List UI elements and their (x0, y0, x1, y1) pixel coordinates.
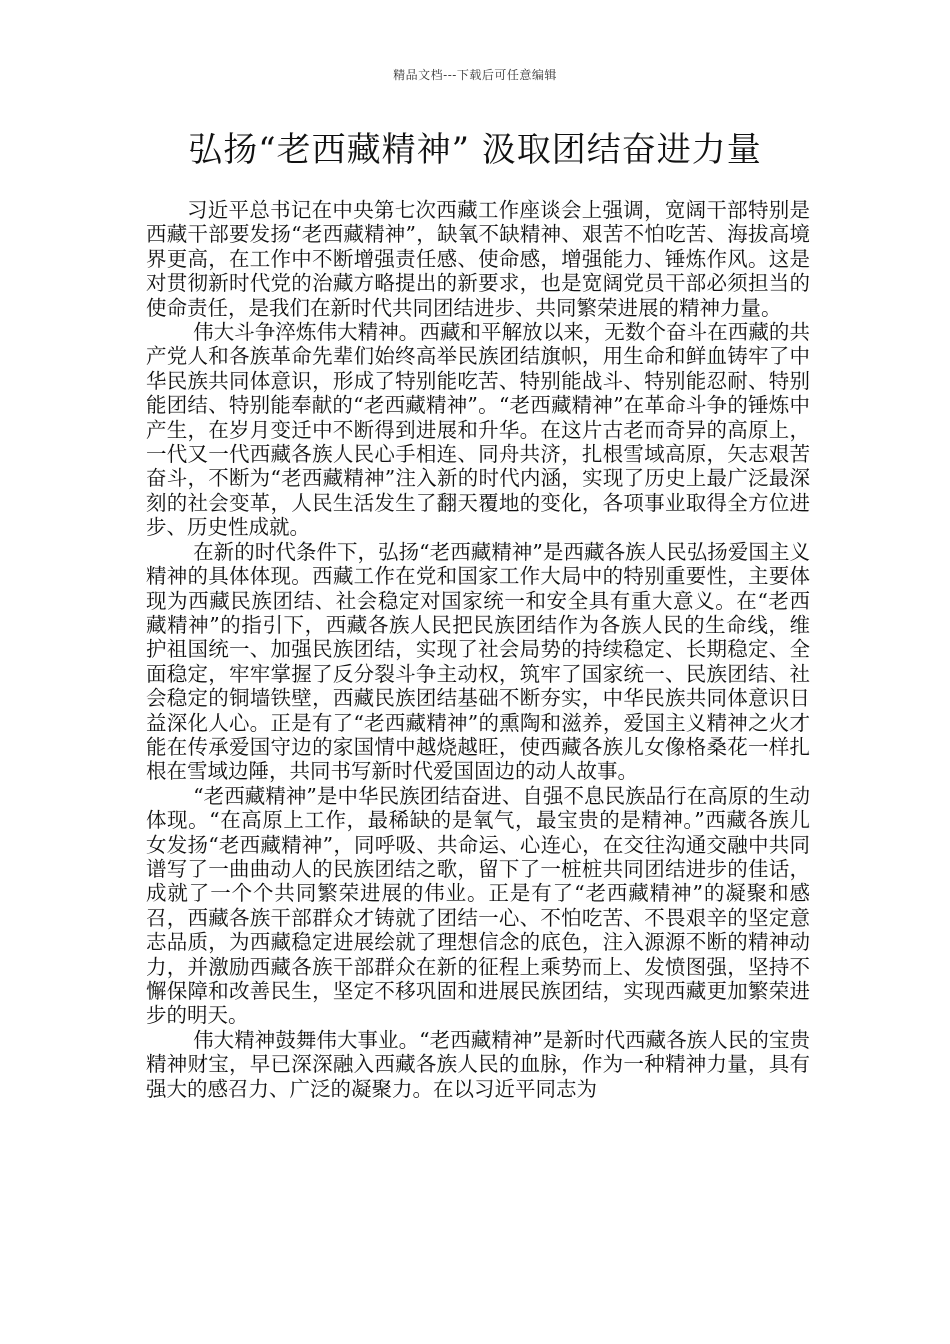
document-body (146, 198, 810, 1101)
header-note: 精品文档---下载后可任意编辑 (393, 68, 557, 82)
paragraph: 伟大精神鼓舞伟大事业。“老西藏精神”是新时代西藏各族人民的宝贵精神财宝，早已深深融入西藏各族人民的血脉，作为一种精神力量，具有强大的感召力、广泛的凝聚力。在以习近平同志为 (146, 1027, 810, 1101)
paragraph: 习近平总书记在中央第七次西藏工作座谈会上强调，宽阔干部特别是西藏干部要发扬“老西藏精神”，缺氧不缺精神、艰苦不怕吃苦、海拔高境界更高，在工作中不断增强责任感、使命感，增强能力、锤炼作风。这是对贯彻新时代党的治藏方略提出的新要求，也是宽阔党员干部必须担当的使命责任，是我们在新时代共同团结进步、共同繁荣进展的精神力量。 (146, 198, 810, 320)
document-title: 弘扬“老西藏精神” 汲取团结奋进力量 (188, 130, 762, 170)
paragraph: 伟大斗争淬炼伟大精神。西藏和平解放以来，无数个奋斗在西藏的共产党人和各族革命先辈们始终高举民族团结旗帜，用生命和鲜血铸牢了中华民族共同体意识，形成了特别能吃苦、特别能战斗、特别能忍耐、特别能团结、特别能奉献的“老西藏精神”。“老西藏精神”在革命斗争的锤炼中产生，在岁月变迁中不断得到进展和升华。在这片古老而奇异的高原上，一代又一代西藏各族人民心手相连、同舟共济，扎根雪域高原，矢志艰苦奋斗，不断为“老西藏精神”注入新的时代内涵，实现了历史上最广泛最深刻的社会变革，人民生活发生了翻天覆地的变化，各项事业取得全方位进步、历史性成就。 (146, 320, 810, 540)
paragraph: 在新的时代条件下，弘扬“老西藏精神”是西藏各族人民弘扬爱国主义精神的具体体现。西藏工作在党和国家工作大局中的特别重要性，主要体现为西藏民族团结、社会稳定对国家统一和安全具有重大意义。在“老西藏精神”的指引下，西藏各族人民把民族团结作为各族人民的生命线，维护祖国统一、加强民族团结，实现了社会局势的持续稳定、长期稳定、全面稳定，牢牢掌握了反分裂斗争主动权，筑牢了国家统一、民族团结、社会稳定的铜墙铁壁，西藏民族团结基础不断夯实，中华民族共同体意识日益深化人心。正是有了“老西藏精神”的熏陶和滋养，爱国主义精神之火才能在传承爱国守边的家国情中越烧越旺，使西藏各族儿女像格桑花一样扎根在雪域边陲，共同书写新时代爱国固边的动人故事。 (146, 539, 810, 784)
paragraph: “老西藏精神”是中华民族团结奋进、自强不息民族品行在高原的生动体现。“在高原上工作，最稀缺的是氧气，最宝贵的是精神。”西藏各族儿女发扬“老西藏精神”，同呼吸、共命运、心连心，在交往沟通交融中共同谱写了一曲曲动人的民族团结之歌，留下了一桩桩共同团结进步的佳话，成就了一个个共同繁荣进展的伟业。正是有了“老西藏精神”的凝聚和感召，西藏各族干部群众才铸就了团结一心、不怕吃苦、不畏艰辛的坚定意志品质，为西藏稳定进展绘就了理想信念的底色，注入源源不断的精神动力，并激励西藏各族干部群众在新的征程上乘势而上、发愤图强，坚持不懈保障和改善民生，坚定不移巩固和进展民族团结，实现西藏更加繁荣进步的明天。 (146, 783, 810, 1028)
